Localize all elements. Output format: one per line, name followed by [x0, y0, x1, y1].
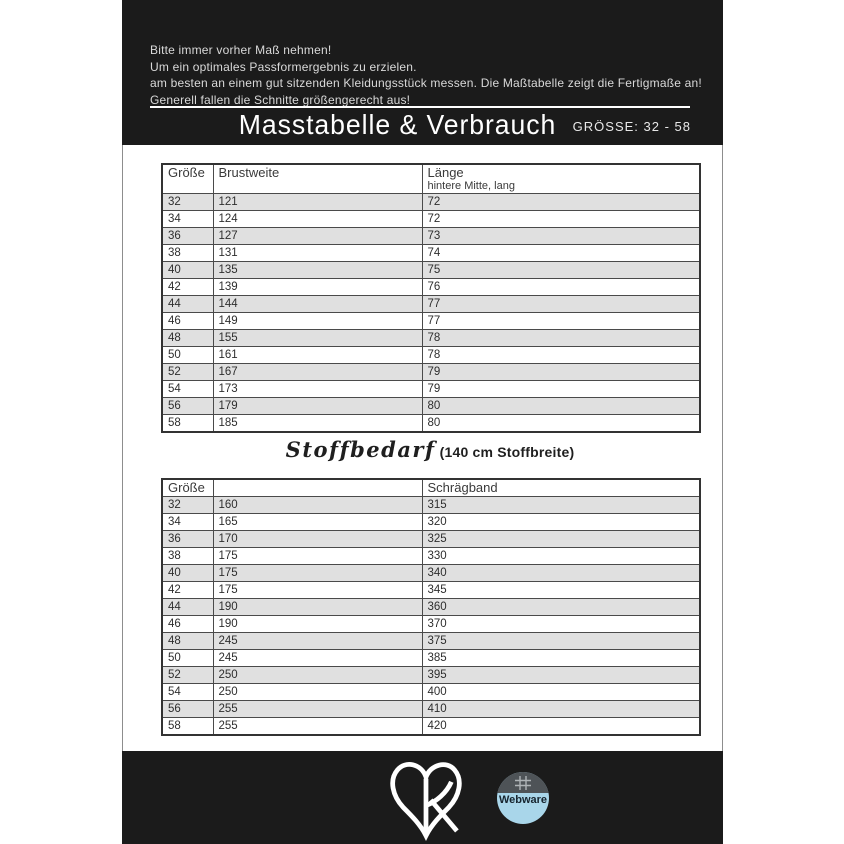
table-row — [162, 666, 700, 683]
table-cell: 395 — [422, 666, 700, 683]
table-cell: 44 — [162, 598, 213, 615]
measurement-table-body — [162, 194, 700, 433]
table-cell: 46 — [162, 615, 213, 632]
table-cell: 79 — [422, 381, 700, 398]
table-row — [162, 364, 700, 381]
table-row — [162, 564, 700, 581]
intro-line: Um ein optimales Passformergebnis zu erzielen. — [150, 59, 417, 74]
table-cell: 73 — [422, 228, 700, 245]
table-cell: 42 — [162, 279, 213, 296]
table-cell: 131 — [213, 245, 422, 262]
table-row — [162, 296, 700, 313]
table-row — [162, 228, 700, 245]
table-cell: 50 — [162, 347, 213, 364]
table-header-row — [162, 479, 700, 496]
table-cell: 190 — [213, 615, 422, 632]
table-cell: 80 — [422, 398, 700, 415]
table-row — [162, 530, 700, 547]
footer-band — [122, 751, 723, 844]
fabric-table-body — [162, 496, 700, 735]
table-cell: 340 — [422, 564, 700, 581]
table-cell: 72 — [422, 211, 700, 228]
table-cell: 48 — [162, 330, 213, 347]
table-row — [162, 415, 700, 433]
table-cell: 175 — [213, 581, 422, 598]
table-cell: 36 — [162, 228, 213, 245]
table-cell: 127 — [213, 228, 422, 245]
page-title: Masstabelle & Verbrauch — [238, 109, 557, 140]
table-cell: 400 — [422, 683, 700, 700]
intro-line: Generell fallen die Schnitte größengerecht aus! — [150, 92, 411, 107]
table-row — [162, 279, 700, 296]
table-cell: 161 — [213, 347, 422, 364]
table-row — [162, 496, 700, 513]
table-cell: 80 — [422, 415, 700, 433]
measurement-table-header — [162, 164, 700, 194]
table-cell: 179 — [213, 398, 422, 415]
table-cell: 40 — [162, 262, 213, 279]
table-cell: 250 — [213, 683, 422, 700]
table-cell: 320 — [422, 513, 700, 530]
table-cell: 34 — [162, 513, 213, 530]
header-divider — [150, 106, 690, 108]
table-cell: 38 — [162, 547, 213, 564]
table-cell: 155 — [213, 330, 422, 347]
table-cell: 58 — [162, 717, 213, 735]
intro-text — [150, 42, 709, 108]
table-row — [162, 649, 700, 666]
table-cell: 345 — [422, 581, 700, 598]
pattern-sheet — [122, 0, 723, 844]
table-cell: 375 — [422, 632, 700, 649]
table-cell: 330 — [422, 547, 700, 564]
table-cell: 74 — [422, 245, 700, 262]
table-cell: 79 — [422, 364, 700, 381]
table-cell: 75 — [422, 262, 700, 279]
table-cell: 40 — [162, 564, 213, 581]
column-header — [213, 479, 422, 496]
table-cell: 56 — [162, 700, 213, 717]
fabric-table — [161, 478, 701, 736]
table-cell: 165 — [213, 513, 422, 530]
table-cell: 255 — [213, 717, 422, 735]
table-cell: 135 — [213, 262, 422, 279]
table-cell: 420 — [422, 717, 700, 735]
badge-label: Webware — [498, 794, 548, 806]
table-cell: 370 — [422, 615, 700, 632]
table-row — [162, 700, 700, 717]
table-cell: 385 — [422, 649, 700, 666]
table-cell: 77 — [422, 296, 700, 313]
table-cell: 245 — [213, 649, 422, 666]
table-row — [162, 717, 700, 735]
badge-top — [497, 772, 549, 793]
table-cell: 38 — [162, 245, 213, 262]
table-cell: 52 — [162, 666, 213, 683]
measurement-table — [161, 163, 701, 433]
table-cell: 56 — [162, 398, 213, 415]
table-cell: 58 — [162, 415, 213, 433]
table-cell: 32 — [162, 496, 213, 513]
table-row — [162, 581, 700, 598]
table-cell: 76 — [422, 279, 700, 296]
table-cell: 315 — [422, 496, 700, 513]
column-header: Größe — [162, 479, 213, 496]
table-cell: 255 — [213, 700, 422, 717]
intro-line: am besten an einem gut sitzenden Kleidungsstück messen. Die Maßtabelle zeigt die Fertigmaße an! — [150, 76, 702, 90]
table-cell: 52 — [162, 364, 213, 381]
table-cell: 78 — [422, 347, 700, 364]
table-cell: 34 — [162, 211, 213, 228]
column-header: Länge hintere Mitte, lang — [422, 164, 700, 194]
column-header: Brustweite — [213, 164, 422, 194]
table-row — [162, 398, 700, 415]
table-cell: 190 — [213, 598, 422, 615]
title-row — [122, 109, 723, 143]
column-header: Schrägband — [422, 479, 700, 496]
intro-line: Bitte immer vorher Maß nehmen! — [150, 43, 332, 57]
header-band — [122, 0, 723, 145]
table-cell: 185 — [213, 415, 422, 433]
table-row — [162, 262, 700, 279]
table-row — [162, 211, 700, 228]
hash-grid-icon — [514, 775, 532, 791]
table-cell: 50 — [162, 649, 213, 666]
table-cell: 325 — [422, 530, 700, 547]
table-cell: 124 — [213, 211, 422, 228]
table-cell: 160 — [213, 496, 422, 513]
table-cell: 78 — [422, 330, 700, 347]
table-cell: 46 — [162, 313, 213, 330]
webware-badge — [497, 772, 549, 824]
table-cell: 250 — [213, 666, 422, 683]
fabric-table-header — [162, 479, 700, 496]
table-cell: 149 — [213, 313, 422, 330]
table-cell: 48 — [162, 632, 213, 649]
table-header-row — [162, 164, 700, 194]
table-cell: 144 — [213, 296, 422, 313]
table-row — [162, 615, 700, 632]
table-row — [162, 683, 700, 700]
table-row — [162, 313, 700, 330]
table-cell: 245 — [213, 632, 422, 649]
table-row — [162, 347, 700, 364]
sheet-body — [122, 145, 723, 751]
table-cell: 139 — [213, 279, 422, 296]
table-row — [162, 598, 700, 615]
table-row — [162, 330, 700, 347]
table-row — [162, 381, 700, 398]
table-cell: 175 — [213, 564, 422, 581]
table-cell: 175 — [213, 547, 422, 564]
table-cell: 410 — [422, 700, 700, 717]
column-header: Größe — [162, 164, 213, 194]
table-cell: 54 — [162, 683, 213, 700]
fabric-heading-script: Stoffbedarf — [285, 437, 436, 462]
fabric-section-heading — [161, 437, 699, 467]
size-range-label: GRÖSSE: 32 - 58 — [572, 119, 691, 134]
heart-k-logo-icon — [386, 758, 466, 842]
table-cell: 170 — [213, 530, 422, 547]
table-row — [162, 547, 700, 564]
table-cell: 121 — [213, 194, 422, 211]
table-cell: 173 — [213, 381, 422, 398]
table-cell: 36 — [162, 530, 213, 547]
table-cell: 167 — [213, 364, 422, 381]
fabric-heading-subtitle: (140 cm Stoffbreite) — [435, 444, 575, 460]
table-cell: 32 — [162, 194, 213, 211]
table-cell: 44 — [162, 296, 213, 313]
table-cell: 72 — [422, 194, 700, 211]
table-row — [162, 245, 700, 262]
table-cell: 77 — [422, 313, 700, 330]
table-cell: 360 — [422, 598, 700, 615]
table-cell: 42 — [162, 581, 213, 598]
table-row — [162, 632, 700, 649]
table-row — [162, 513, 700, 530]
table-row — [162, 194, 700, 211]
table-cell: 54 — [162, 381, 213, 398]
